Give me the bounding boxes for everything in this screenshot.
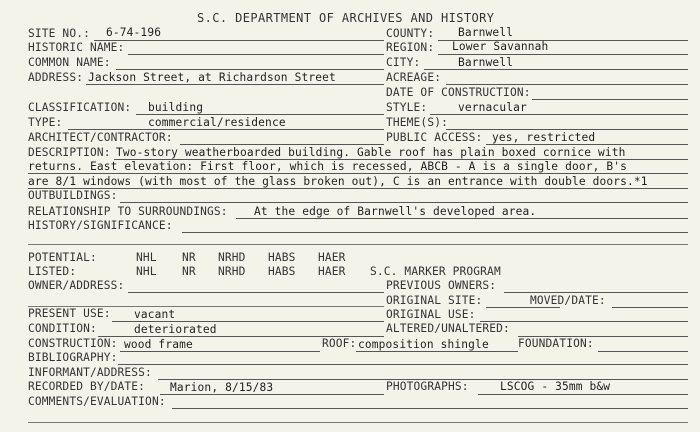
potential-nhl: NHL <box>136 251 157 264</box>
description-label: DESCRIPTION: <box>28 146 111 159</box>
marker-program-label: S.C. MARKER PROGRAM <box>370 265 501 278</box>
date-of-construction-label: DATE OF CONSTRUCTION: <box>386 86 531 99</box>
history-rule-2 <box>28 244 688 245</box>
city-value: Barnwell <box>458 56 514 69</box>
county-value: Barnwell <box>458 26 514 39</box>
bibliography-line <box>118 364 688 365</box>
comments-line <box>172 408 688 409</box>
construction-label: CONSTRUCTION: <box>28 337 118 350</box>
address-line <box>86 84 384 85</box>
comments-label: COMMENTS/EVALUATION: <box>28 395 166 408</box>
theme-label: THEME(S): <box>386 116 448 129</box>
classification-value: building <box>148 101 204 114</box>
city-label: CITY: <box>386 56 421 69</box>
type-label: TYPE: <box>28 116 63 129</box>
potential-haer: HAER <box>318 251 346 264</box>
potential-nrhd: NRHD <box>218 251 246 264</box>
style-line <box>430 114 688 115</box>
site-no-label: SITE NO.: <box>28 27 90 40</box>
potential-habs: HABS <box>268 251 296 264</box>
construction-value: wood frame <box>124 338 193 351</box>
description-rule-2 <box>28 173 688 174</box>
architect-label: ARCHITECT/CONTRACTOR: <box>28 131 173 144</box>
original-site-label: ORIGINAL SITE: <box>386 294 483 307</box>
moved-date-line <box>612 307 688 308</box>
listed-habs: HABS <box>268 265 296 278</box>
original-use-label: ORIGINAL USE: <box>386 308 476 321</box>
potential-nr: NR <box>182 251 196 264</box>
historic-name-line <box>128 54 384 55</box>
public-access-line <box>486 144 688 145</box>
listed-nrhd: NRHD <box>218 265 246 278</box>
form-header: S.C. DEPARTMENT OF ARCHIVES AND HISTORY <box>197 11 495 25</box>
relationship-value: At the edge of Barnwell's developed area. <box>254 205 537 218</box>
description-rule-3 <box>28 188 688 189</box>
listed-haer: HAER <box>318 265 346 278</box>
relationship-label: RELATIONSHIP TO SURROUNDINGS: <box>28 205 228 218</box>
listed-nr: NR <box>182 265 196 278</box>
present-use-value: vacant <box>134 308 176 321</box>
present-use-line <box>112 321 384 322</box>
region-line <box>438 54 688 55</box>
description-line-2: returns. East elevation: First floor, which is recessed, ABCB - A is a single door, B's <box>28 160 628 173</box>
region-label: REGION: <box>386 41 435 54</box>
previous-owners-line <box>504 292 688 293</box>
condition-label: CONDITION: <box>28 322 97 335</box>
public-access-label: PUBLIC ACCESS: <box>386 131 483 144</box>
owner-address-line <box>128 292 384 293</box>
recorded-by-label: RECORDED BY/DATE: <box>28 380 146 393</box>
listed-label: LISTED: <box>28 265 77 278</box>
comments-rule-2 <box>28 422 688 423</box>
present-use-label: PRESENT USE: <box>28 307 111 320</box>
acreage-label: ACREAGE: <box>386 71 442 84</box>
common-name-line <box>116 69 384 70</box>
description-line-3: are 8/1 windows (with most of the glass broken out), C is an entrance with double doors.*1 <box>28 175 648 188</box>
roof-line <box>356 351 518 352</box>
foundation-label: FOUNDATION: <box>518 337 594 350</box>
architect-line <box>180 144 384 145</box>
classification-line <box>136 114 384 115</box>
photographs-label: PHOTOGRAPHS: <box>386 380 469 393</box>
roof-value: composition shingle <box>358 338 489 351</box>
roof-label: ROOF: <box>322 337 357 350</box>
condition-value: deteriorated <box>134 323 217 336</box>
address-value: Jackson Street, at Richardson Street <box>88 71 336 84</box>
potential-label: POTENTIAL: <box>28 251 97 264</box>
previous-owners-label: PREVIOUS OWNERS: <box>386 279 497 292</box>
address-label: ADDRESS: <box>28 71 84 84</box>
relationship-line <box>236 218 688 219</box>
recorded-by-value: Marion, 8/15/83 <box>170 381 274 394</box>
original-use-line <box>480 321 688 322</box>
owner-address-label: OWNER/ADDRESS: <box>28 279 125 292</box>
historic-name-label: HISTORIC NAME: <box>28 41 125 54</box>
informant-label: INFORMANT/ADDRESS: <box>28 366 152 379</box>
photographs-value: LSCOG - 35mm b&w <box>500 380 611 393</box>
region-value: Lower Savannah <box>452 40 549 53</box>
common-name-label: COMMON NAME: <box>28 56 111 69</box>
bibliography-label: BIBLIOGRAPHY: <box>28 351 118 364</box>
type-line <box>68 129 384 130</box>
construction-line <box>120 351 320 352</box>
type-value: commercial/residence <box>148 116 286 129</box>
style-label: STYLE: <box>386 101 428 114</box>
history-label: HISTORY/SIGNIFICANCE: <box>28 219 173 232</box>
public-access-value: yes, restricted <box>492 131 596 144</box>
acreage-line <box>446 84 688 85</box>
listed-nhl: NHL <box>136 265 157 278</box>
photographs-line <box>478 394 688 395</box>
history-line <box>182 232 688 233</box>
outbuildings-line <box>120 202 688 203</box>
moved-date-label: MOVED/DATE: <box>530 294 606 307</box>
city-line <box>424 69 688 70</box>
original-site-line <box>486 307 560 308</box>
style-value: vernacular <box>458 101 527 114</box>
date-of-construction-line <box>532 99 688 100</box>
classification-label: CLASSIFICATION: <box>28 101 132 114</box>
theme-line <box>446 129 688 130</box>
altered-label: ALTERED/UNALTERED: <box>386 322 510 335</box>
foundation-line <box>598 351 688 352</box>
site-no-line <box>94 40 384 41</box>
recorded-by-line <box>160 394 384 395</box>
site-no-value: 6-74-196 <box>106 26 162 39</box>
description-line-1: Two-story weatherboarded building. Gable roof has plain boxed cornice with <box>116 146 626 159</box>
county-label: COUNTY: <box>386 27 435 40</box>
outbuildings-label: OUTBUILDINGS: <box>28 189 118 202</box>
